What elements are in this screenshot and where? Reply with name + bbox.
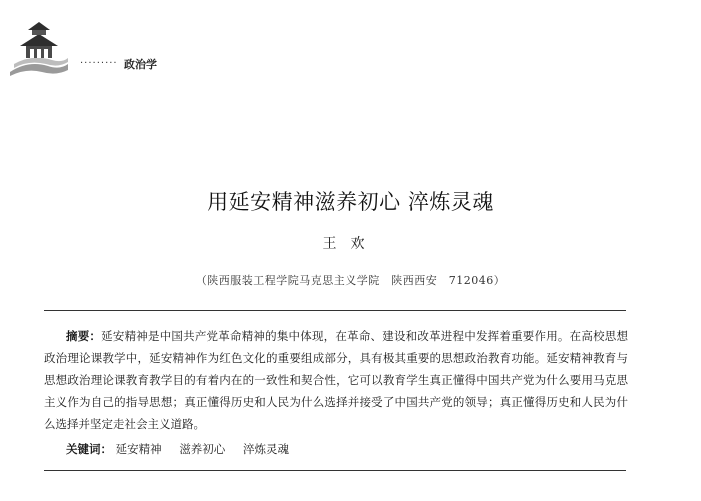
keyword: 淬炼灵魂 [242, 442, 289, 456]
keyword: 延安精神 [115, 442, 162, 456]
top-rule [44, 310, 626, 311]
abstract-text: 延安精神是中国共产党革命精神的集中体现，在革命、建设和改革进程中发挥着重要作用。在高校思想政治理论课教学中，延安精神作为红色文化的重要组成部分，具有极其重要的思想政治教育功能。延安精神教育与思想政治理论课教育教学目的有着内在的一致性和契合性，它可以教育学生真正懂得中国共产党为什么要用马克思主义作为自己的指导思想；真正懂得历史和人民为什么选择并接受了中国共产党的领导；真正懂得历史和人民为什么选择并坚定走社会主义道路。 [44, 329, 628, 431]
keywords-label: 关键词： [66, 442, 112, 456]
abstract-block [44, 325, 628, 435]
pagoda-logo-icon [8, 20, 70, 78]
keyword: 滋养初心 [179, 442, 226, 456]
abstract-label: 摘要： [66, 329, 102, 343]
abstract-paragraph [44, 325, 628, 435]
header-dots: ········· [80, 58, 118, 69]
bottom-rule [44, 470, 626, 471]
author-affiliation: （陕西服装工程学院马克思主义学院 陕西西安 712046） [195, 274, 506, 287]
keywords-line [66, 441, 303, 457]
section-label: 政治学 [124, 58, 157, 71]
article-title: 用延安精神滋养初心 淬炼灵魂 [207, 190, 494, 214]
article-author: 王欢 [322, 236, 379, 252]
journal-header [8, 20, 248, 80]
